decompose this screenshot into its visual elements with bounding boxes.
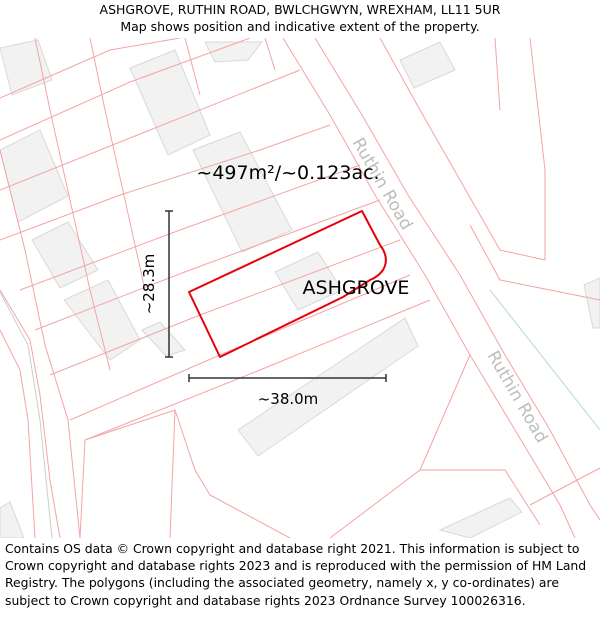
road-label: Ruthin Road [482,347,552,447]
width-measure-label: ~38.0m [257,390,319,408]
map-canvas [0,38,600,538]
building [238,318,418,456]
building [400,42,455,88]
building [193,132,292,252]
building [440,498,522,538]
height-measure-label: ~28.3m [140,253,158,315]
building [584,278,600,328]
property-address: ASHGROVE, RUTHIN ROAD, BWLCHGWYN, WREXHAM, LL11 5UR [99,2,501,17]
building [0,502,24,538]
property-label: ASHGROVE [302,277,410,299]
map-view[interactable] [0,38,600,538]
building [64,280,140,360]
road-label: Ruthin Road [347,134,417,234]
building [142,322,185,356]
building [205,42,262,62]
building [32,222,98,288]
map-header [0,0,600,38]
map-subtitle: Map shows position and indicative extent of the property. [120,19,480,34]
area-label: ~497m²/~0.123ac. [196,162,380,184]
attribution-text: Contains OS data © Crown copyright and database right 2021. This information is subject to Crown copyright and database rights 2023 and is reproduced with the permission of HM Land Registry. The polygons (including the associated geometry, namely x, y co-ordinates) are subject to Crown copyright and database rights 2023 Ordnance Survey 100026316. [5,541,587,608]
building [130,50,210,155]
